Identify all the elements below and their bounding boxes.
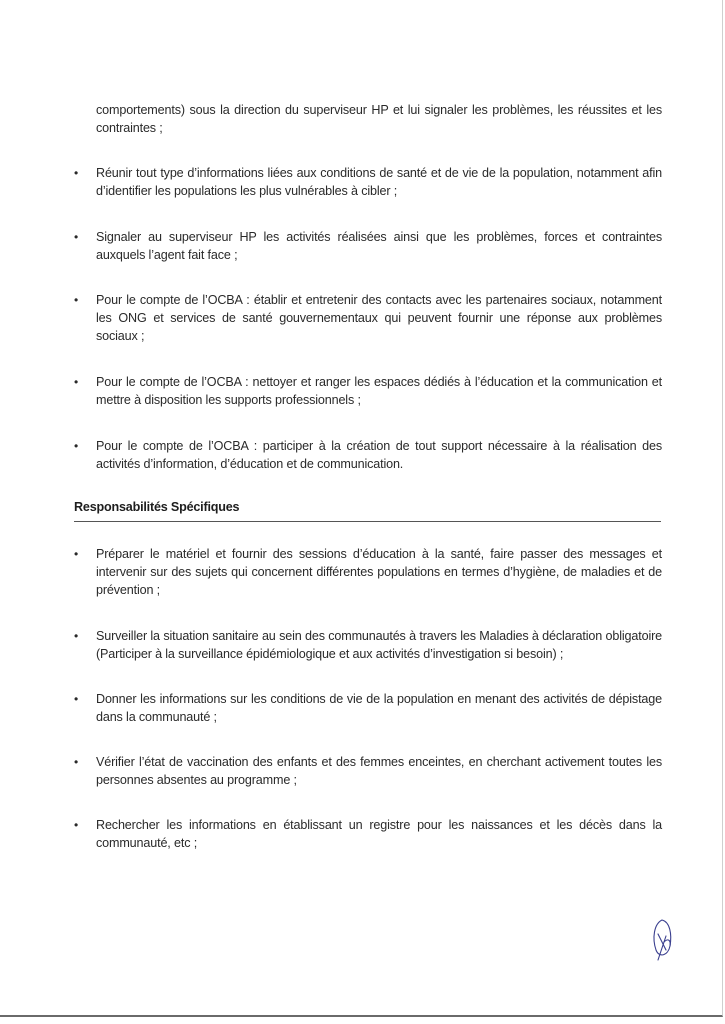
list-item: Donner les informations sur les conditions de vie de la population en menant des activités de dépistage dans la communauté ; <box>96 692 662 724</box>
bullet-icon: • <box>74 629 79 643</box>
list-item: Surveiller la situation sanitaire au sein des communautés à travers les Maladies à déclaration obligatoire (Participer à la surveillance épidémiologique et aux activités d’investigation si besoin) ; <box>96 629 662 661</box>
section-heading: Responsabilités Spécifiques <box>74 500 240 514</box>
list-item: Signaler au superviseur HP les activités réalisées ainsi que les problèmes, forces et contraintes auxquels l’agent fait face ; <box>96 230 662 262</box>
list-item: Rechercher les informations en établissant un registre pour les naissances et les décès dans la communauté, etc ; <box>96 818 662 850</box>
heading-rule <box>74 521 661 522</box>
list-item: Réunir tout type d’informations liées aux conditions de santé et de vie de la population, notamment afin d’identifier les populations les plus vulnérables à cibler ; <box>96 166 662 198</box>
bullet-icon: • <box>74 755 79 769</box>
bullet-icon: • <box>74 375 79 389</box>
bullet-icon: • <box>74 230 79 244</box>
list-item: Préparer le matériel et fournir des sessions d’éducation à la santé, faire passer des messages et intervenir sur des sujets qui concernent différentes populations en termes d’hygiène, de maladies et de prévention ; <box>96 547 662 597</box>
list-item: Pour le compte de l’OCBA : nettoyer et ranger les espaces dédiés à l’éducation et la communication et mettre à disposition les supports professionnels ; <box>96 375 662 407</box>
list-item: Vérifier l’état de vaccination des enfants et des femmes enceintes, en cherchant activement toutes les personnes absentes au programme ; <box>96 755 662 787</box>
continuation-paragraph: comportements) sous la direction du superviseur HP et lui signaler les problèmes, les réussites et les contraintes ; <box>96 103 662 135</box>
bullet-icon: • <box>74 166 79 180</box>
bullet-icon: • <box>74 818 79 832</box>
list-item: Pour le compte de l’OCBA : établir et entretenir des contacts avec les partenaires sociaux, notamment les ONG et services de santé gouvernementaux qui peuvent fournir une réponse aux problèmes sociaux ; <box>96 293 662 343</box>
bullet-icon: • <box>74 692 79 706</box>
initials-signature <box>648 916 684 966</box>
bullet-icon: • <box>74 439 79 453</box>
list-item: Pour le compte de l’OCBA : participer à la création de tout support nécessaire à la réalisation des activités d’information, d’éducation et de communication. <box>96 439 662 471</box>
bullet-icon: • <box>74 547 79 561</box>
bullet-icon: • <box>74 293 79 307</box>
